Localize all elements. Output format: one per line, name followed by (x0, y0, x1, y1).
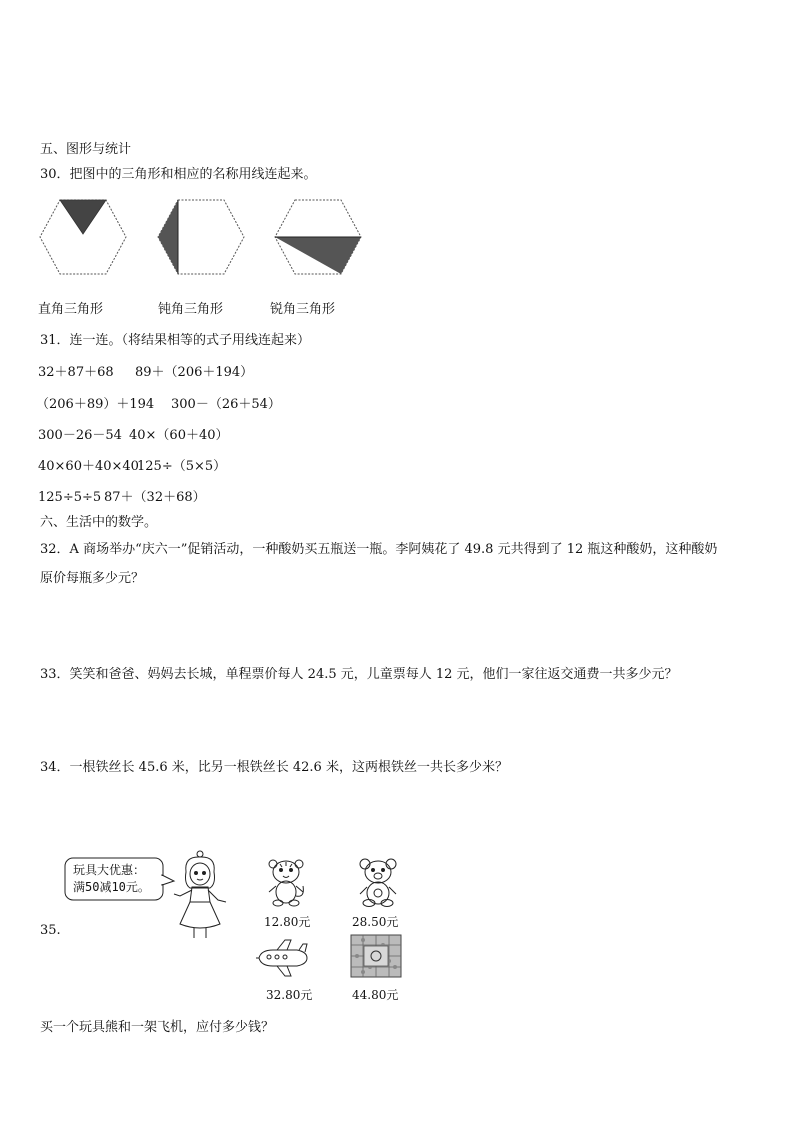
price-tiger: 12.80元 (264, 915, 311, 929)
bear-toy-icon (353, 856, 403, 908)
expr-left-2: （206＋89）＋194 (36, 397, 155, 412)
expr-left-3: 300－26－54 (38, 428, 122, 443)
expr-left-4: 40×60＋40×40 (38, 459, 139, 474)
question-35-text: 买一个玩具熊和一架飞机，应付多少钱？ (40, 1020, 275, 1035)
question-31-text: 31．连一连。（将结果相等的式子用线连起来） (40, 333, 311, 348)
expr-left-1: 32＋87＋68 (38, 365, 114, 380)
girl-illustration (170, 850, 232, 940)
question-30-text: 30．把图中的三角形和相应的名称用线连起来。 (40, 167, 317, 182)
price-airplane: 32.80元 (266, 988, 313, 1002)
expr-left-5: 125÷5÷5 (38, 490, 102, 505)
question-32-line-1: 32．A 商场举办“庆六一”促销活动，一种酸奶买五瓶送一瓶。李阿姨花了 49.8 元共得到了 12 瓶这种酸奶，这种酸奶 (40, 542, 718, 557)
question-32-line-2: 原价每瓶多少元？ (40, 571, 145, 586)
question-35-number: 35. (40, 923, 61, 938)
expr-right-5: 87＋（32＋68） (104, 490, 206, 505)
shaded-triangle (158, 200, 178, 274)
puzzle-toy-icon (350, 934, 402, 978)
triangle-name-right: 直角三角形 (38, 302, 104, 317)
expr-right-4: 125÷（5×5） (137, 459, 227, 474)
bubble-line-1: 玩具大优惠： (73, 863, 146, 877)
shaded-triangle (275, 237, 361, 274)
question-33-text: 33．笑笑和爸爸、妈妈去长城，单程票价每人 24.5 元，儿童票每人 12 元，他们一家往返交通费一共多少元？ (40, 667, 678, 682)
hexagon-figure-1 (38, 198, 128, 276)
expr-right-1: 89＋（206＋194） (135, 365, 254, 380)
tiger-toy-icon (261, 856, 311, 908)
triangle-name-acute: 锐角三角形 (270, 302, 336, 317)
price-puzzle: 44.80元 (352, 988, 399, 1002)
section-six-heading: 六、生活中的数学。 (40, 515, 158, 530)
shaded-triangle (60, 200, 106, 234)
expr-right-2: 300－（26＋54） (171, 397, 281, 412)
hexagon-figure-3 (273, 198, 363, 276)
bubble-line-2: 满50减10元。 (73, 880, 150, 894)
expr-right-3: 40×（60＋40） (129, 428, 229, 443)
hexagon-figure-2 (156, 198, 246, 276)
question-34-text: 34．一根铁丝长 45.6 米，比另一根铁丝长 42.6 米，这两根铁丝一共长多少米？ (40, 760, 508, 775)
price-bear: 28.50元 (352, 915, 399, 929)
triangle-name-obtuse: 钝角三角形 (158, 302, 224, 317)
airplane-toy-icon (255, 938, 311, 978)
section-five-heading: 五、图形与统计 (40, 142, 132, 157)
